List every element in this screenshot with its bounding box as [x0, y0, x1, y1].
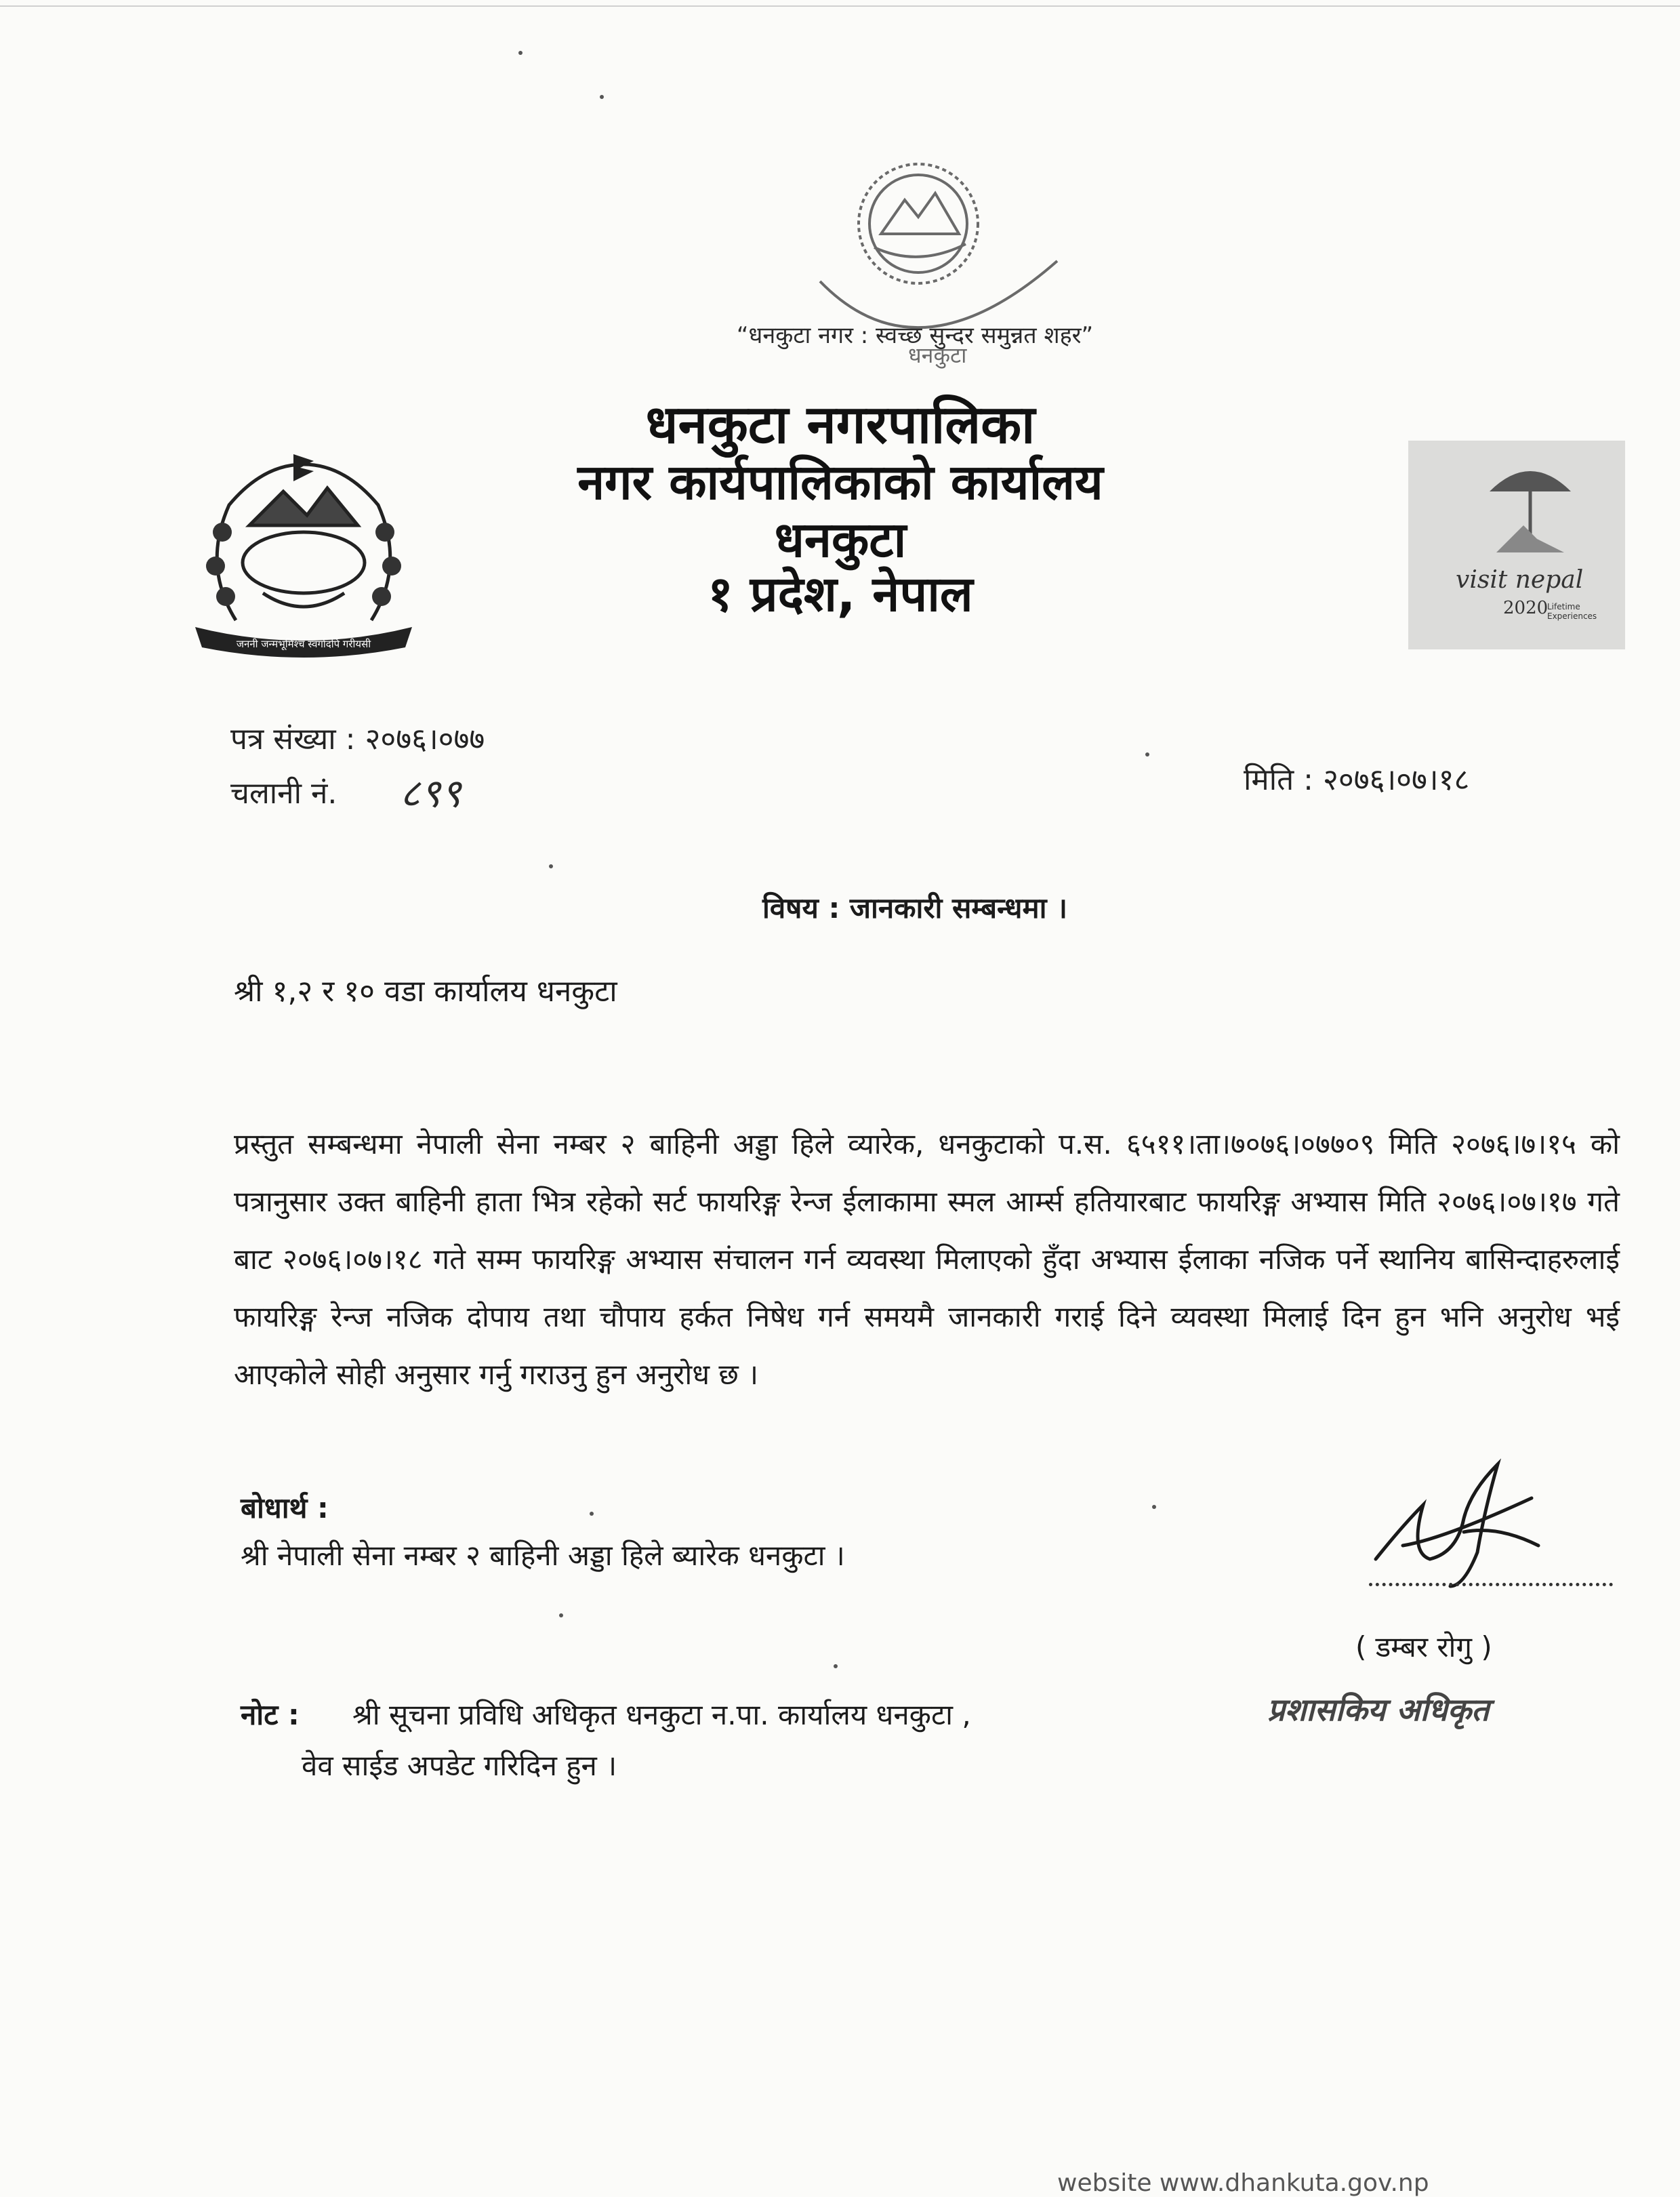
note-line-2: वेव साईड अपडेट गरिदिन हुन । — [302, 1749, 617, 1782]
emblem-motto-text: जननी जन्मभूमिश्च स्वर्गादपि गरीयसी — [236, 638, 371, 650]
office-stamp-seal — [773, 159, 1084, 403]
letter-number: पत्र संख्या : २०७६।०७७ — [230, 722, 485, 757]
letterhead-municipality-name: धनकुटा नगरपालिका — [645, 395, 1036, 456]
municipality-motto: “धनकुटा नगर : स्वच्छ सुन्दर समुन्नत शहर” — [736, 322, 1094, 349]
dispatch-number-handwritten: ८९९ — [400, 770, 462, 816]
scan-speck — [600, 95, 604, 99]
letter-subject: विषय : जानकारी सम्बन्धमा । — [762, 891, 1068, 925]
letterhead-office-name: नगर कार्यपालिकाको कार्यालय — [577, 453, 1103, 510]
signatory-title: प्रशासकिय अधिकृत — [1267, 1691, 1490, 1728]
handwritten-signature — [1362, 1451, 1565, 1600]
scan-speck — [834, 1664, 838, 1668]
visit-nepal-tagline: Lifetime Experiences — [1547, 602, 1597, 621]
signatory-name: ( डम्बर रोगु ) — [1355, 1630, 1492, 1664]
letterhead-province: १ प्रदेश, नेपाल — [708, 565, 973, 622]
scan-edge-line — [0, 5, 1680, 7]
note-line-1: श्री सूचना प्रविधि अधिकृत धनकुटा न.पा. कार्यालय धनकुटा , — [352, 1698, 971, 1731]
letter-date: मिति : २०७६।०७।१८ — [1244, 763, 1470, 797]
footer-website: website www.dhankuta.gov.np — [1057, 2169, 1429, 2197]
umbrella-icon — [1483, 451, 1578, 559]
cc-label: बोधार्थ : — [241, 1491, 329, 1525]
visit-nepal-logo — [1408, 441, 1625, 649]
scan-speck — [1145, 752, 1149, 757]
scan-speck — [590, 1512, 594, 1516]
scan-speck — [1152, 1505, 1156, 1509]
letterhead-district: धनकुटा — [774, 511, 907, 568]
scan-speck — [559, 1613, 563, 1617]
letter-addressee: श्री १,२ र १० वडा कार्यालय धनकुटा — [234, 974, 617, 1009]
scan-speck — [518, 51, 523, 55]
scan-speck — [549, 864, 553, 868]
cc-recipient: श्री नेपाली सेना नम्बर २ बाहिनी अड्डा हिले ब्यारेक धनकुटा । — [241, 1539, 845, 1572]
visit-nepal-brand: visit nepal — [1456, 566, 1584, 594]
svg-text:धनकुटा: धनकुटा — [908, 342, 967, 368]
letter-body: प्रस्तुत सम्बन्धमा नेपाली सेना नम्बर २ बाहिनी अड्डा हिले व्यारेक, धनकुटाको प.स. ६५११।ता।७०७६।०७७०९ मिति २०७६।७।१५ को पत्रानुसार उक्त बाहिनी हाता भित्र रहेको सर्ट फायरिङ्ग रेन्ज ईलाकामा स्मल आर्म्स हतियारबाट फायरिङ्ग अभ्यास मिति २०७६।०७।१७ गते बाट २०७६।०७।१८ गते सम्म फायरिङ्ग अभ्यास संचालन गर्न व्यवस्था मिलाएको हुँदा अभ्यास ईलाका नजिक पर्ने स्थानिय बासिन्दाहरुलाई फायरिङ्ग रेन्ज नजिक दोपाय तथा चौपाय हर्कत निषेध गर्न समयमै जानकारी गराई दिने व्यवस्था मिलाई दिन हुन भनि अनुरोध भई आएकोले सोही अनुसार गर्नु गराउनु हुन अनुरोध छ । — [234, 1127, 1620, 1391]
note-label: नोट : — [241, 1698, 300, 1731]
dispatch-number-label: चलानी नं. — [230, 776, 337, 811]
signature-line — [1369, 1583, 1613, 1586]
visit-nepal-year: 2020 — [1503, 598, 1549, 618]
